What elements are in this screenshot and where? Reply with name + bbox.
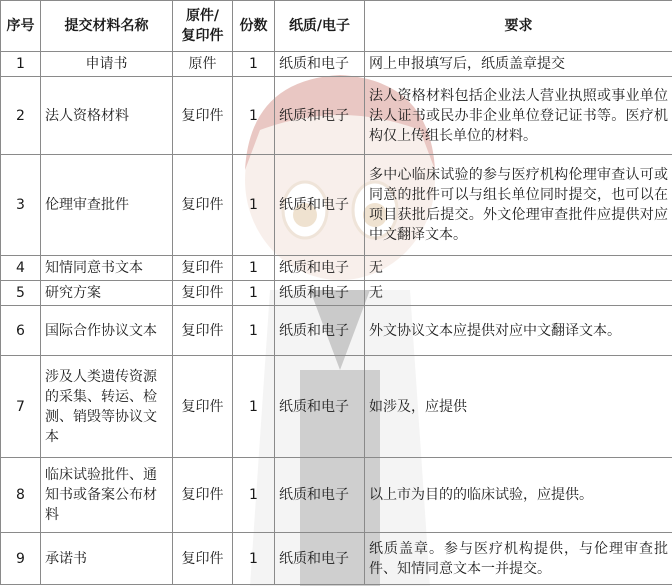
row-type: 复印件	[173, 77, 233, 155]
row-requirement: 网上申报填写后，纸质盖章提交	[365, 52, 672, 77]
row-medium: 纸质和电子	[275, 458, 365, 533]
table-row	[1, 533, 672, 585]
row-copies: 1	[233, 77, 275, 155]
row-requirement: 外文协议文本应提供对应中文翻译文本。	[365, 306, 672, 356]
row-copies: 1	[233, 155, 275, 256]
header-type-line1: 原件/	[185, 8, 220, 24]
row-index: 4	[1, 256, 41, 281]
row-copies: 1	[233, 256, 275, 281]
row-requirement: 无	[365, 281, 672, 306]
row-material-name: 临床试验批件、通知书或备案公布材料	[41, 458, 173, 533]
table-header-row	[1, 1, 672, 52]
row-material-name: 申请书	[41, 52, 173, 77]
header-type-line2: 复印件	[181, 28, 224, 44]
row-medium: 纸质和电子	[275, 306, 365, 356]
row-copies: 1	[233, 356, 275, 458]
header-original-copy	[173, 1, 233, 52]
row-medium: 纸质和电子	[275, 281, 365, 306]
row-medium: 纸质和电子	[275, 52, 365, 77]
row-medium: 纸质和电子	[275, 77, 365, 155]
row-medium: 纸质和电子	[275, 533, 365, 585]
row-medium: 纸质和电子	[275, 356, 365, 458]
table-row	[1, 281, 672, 306]
row-copies: 1	[233, 52, 275, 77]
row-requirement: 如涉及，应提供	[365, 356, 672, 458]
row-requirement: 以上市为目的的临床试验，应提供。	[365, 458, 672, 533]
row-medium: 纸质和电子	[275, 155, 365, 256]
row-copies: 1	[233, 533, 275, 585]
row-type: 复印件	[173, 533, 233, 585]
row-material-name: 涉及人类遗传资源的采集、转运、检测、销毁等协议文本	[41, 356, 173, 458]
row-type: 原件	[173, 52, 233, 77]
table-row	[1, 458, 672, 533]
row-requirement: 法人资格材料包括企业法人营业执照或事业单位法人证书或民办非企业单位登记证书等。医疗机构仅上传组长单位的材料。	[365, 77, 672, 155]
row-medium: 纸质和电子	[275, 256, 365, 281]
row-index: 5	[1, 281, 41, 306]
row-copies: 1	[233, 458, 275, 533]
header-medium: 纸质/电子	[275, 1, 365, 52]
table-row	[1, 356, 672, 458]
row-type: 复印件	[173, 155, 233, 256]
row-material-name: 法人资格材料	[41, 77, 173, 155]
row-index: 2	[1, 77, 41, 155]
row-material-name: 研究方案	[41, 281, 173, 306]
table-row	[1, 306, 672, 356]
header-requirement: 要求	[365, 1, 672, 52]
row-index: 7	[1, 356, 41, 458]
row-type: 复印件	[173, 356, 233, 458]
row-requirement: 无	[365, 256, 672, 281]
row-requirement: 纸质盖章。参与医疗机构提供，与伦理审查批件、知情同意文本一并提交。	[365, 533, 672, 585]
row-type: 复印件	[173, 458, 233, 533]
row-index: 6	[1, 306, 41, 356]
row-copies: 1	[233, 281, 275, 306]
header-copies: 份数	[233, 1, 275, 52]
row-requirement: 多中心临床试验的参与医疗机构伦理审查认可或同意的批件可以与组长单位同时提交，也可以在项目获批后提交。外文伦理审查批件应提供对应中文翻译文本。	[365, 155, 672, 256]
table-row	[1, 256, 672, 281]
row-index: 9	[1, 533, 41, 585]
row-material-name: 知情同意书文本	[41, 256, 173, 281]
row-copies: 1	[233, 306, 275, 356]
table-row	[1, 52, 672, 77]
row-material-name: 国际合作协议文本	[41, 306, 173, 356]
row-index: 3	[1, 155, 41, 256]
header-index: 序号	[1, 1, 41, 52]
row-material-name: 承诺书	[41, 533, 173, 585]
header-material-name: 提交材料名称	[41, 1, 173, 52]
row-type: 复印件	[173, 281, 233, 306]
table-row	[1, 77, 672, 155]
row-index: 1	[1, 52, 41, 77]
row-type: 复印件	[173, 256, 233, 281]
row-material-name: 伦理审查批件	[41, 155, 173, 256]
row-index: 8	[1, 458, 41, 533]
row-type: 复印件	[173, 306, 233, 356]
table-row	[1, 155, 672, 256]
